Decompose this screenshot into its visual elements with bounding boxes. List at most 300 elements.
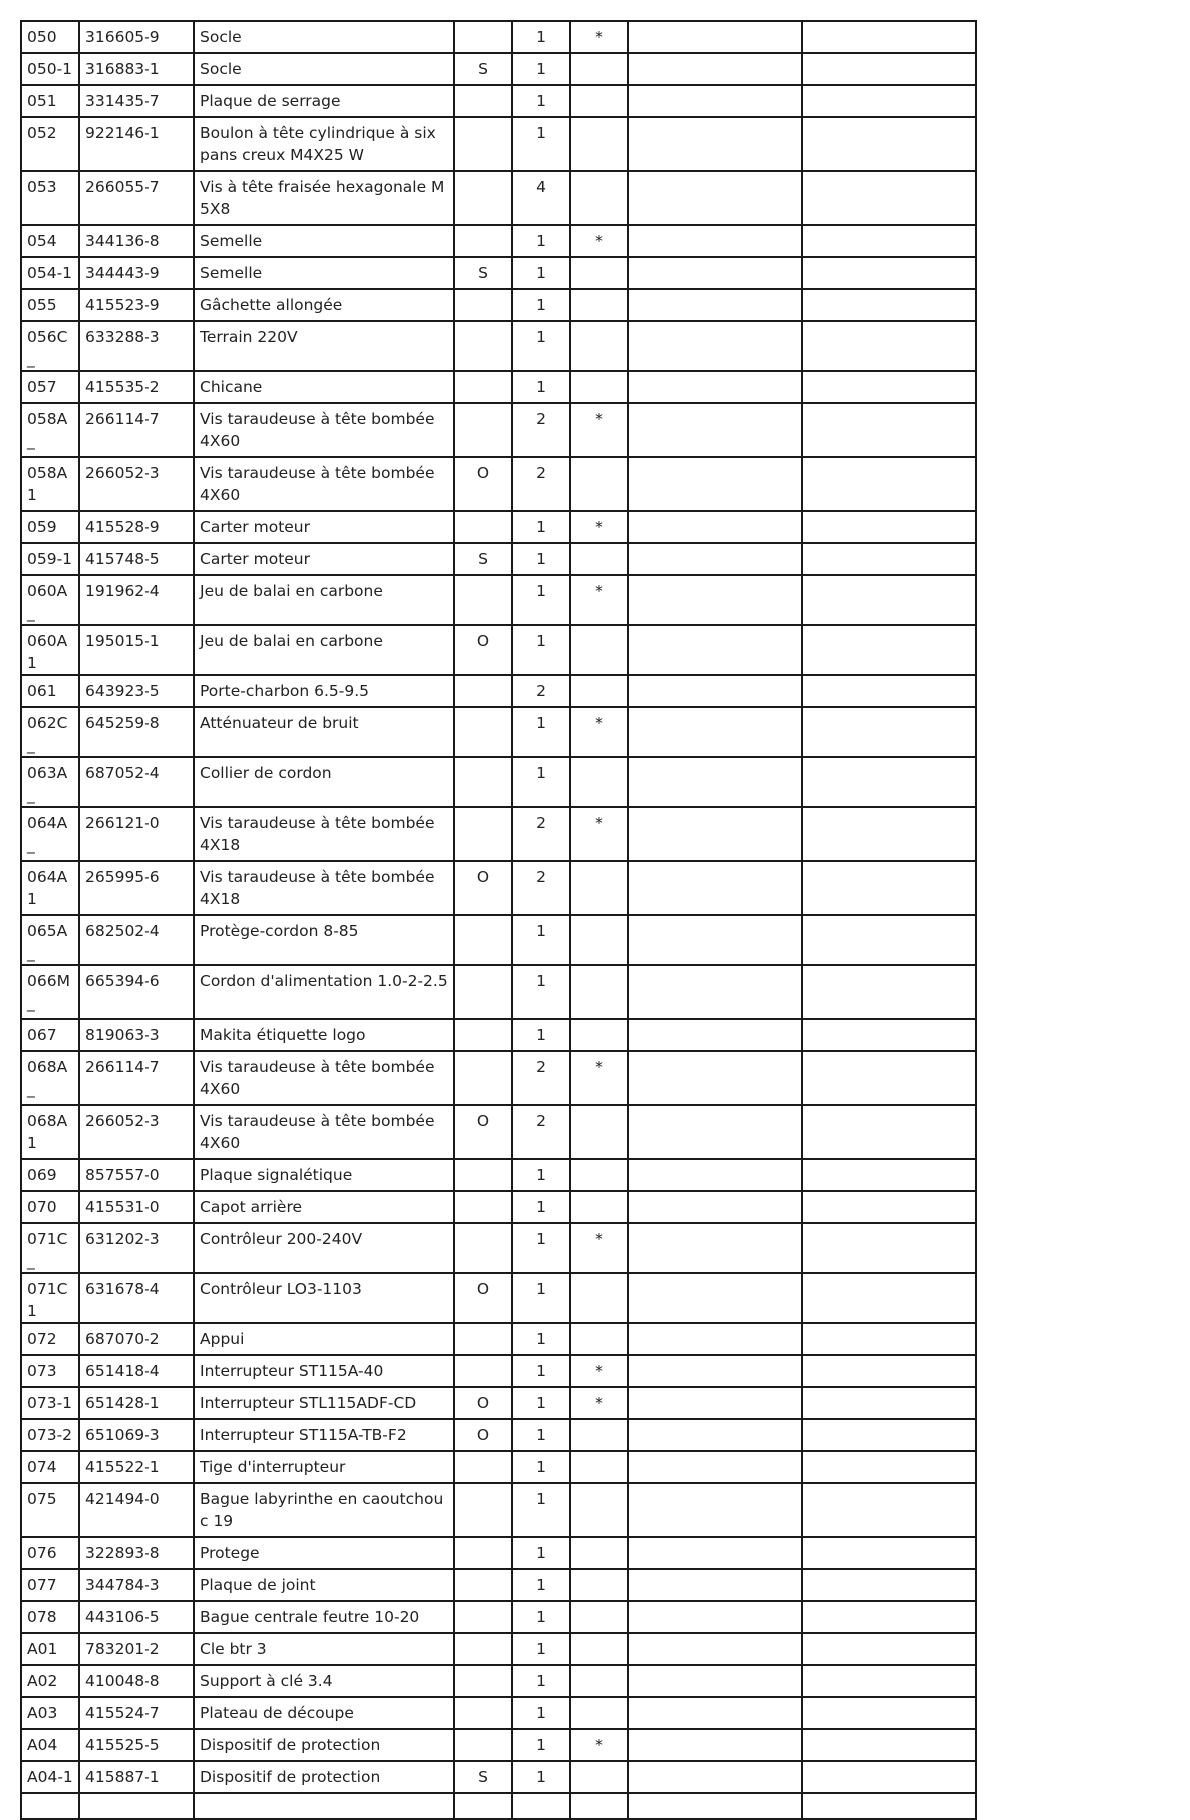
quantity-cell: 1 — [512, 1191, 570, 1223]
extra-cell-1 — [628, 1633, 802, 1665]
quantity-cell: 4 — [512, 171, 570, 225]
part-number-cell: 645259-8 — [79, 707, 194, 757]
note-cell — [454, 85, 512, 117]
mark-cell: * — [570, 1051, 628, 1105]
mark-cell — [570, 861, 628, 915]
note-cell: O — [454, 861, 512, 915]
extra-cell-2 — [802, 1387, 976, 1419]
part-number-cell: 191962-4 — [79, 575, 194, 625]
description-cell: Vis taraudeuse à tête bombée 4X18 — [194, 861, 454, 915]
part-number-cell: 266121-0 — [79, 807, 194, 861]
mark-cell: * — [570, 1355, 628, 1387]
table-row — [21, 117, 976, 171]
quantity-cell — [512, 1793, 570, 1819]
description-cell: Vis à tête fraisée hexagonale M5X8 — [194, 171, 454, 225]
extra-cell-2 — [802, 965, 976, 1019]
extra-cell-1 — [628, 1323, 802, 1355]
note-cell: S — [454, 543, 512, 575]
table-row — [21, 1729, 976, 1761]
extra-cell-2 — [802, 1601, 976, 1633]
extra-cell-2 — [802, 757, 976, 807]
mark-cell — [570, 1105, 628, 1159]
item-number-cell: 057 — [21, 371, 79, 403]
note-cell — [454, 1665, 512, 1697]
note-cell — [454, 1793, 512, 1819]
item-number-cell: 064A_ — [21, 807, 79, 861]
table-row — [21, 675, 976, 707]
extra-cell-2 — [802, 807, 976, 861]
part-number-cell: 266114-7 — [79, 1051, 194, 1105]
extra-cell-2 — [802, 1761, 976, 1793]
quantity-cell: 1 — [512, 1569, 570, 1601]
extra-cell-2 — [802, 511, 976, 543]
part-number-cell: 344443-9 — [79, 257, 194, 289]
table-row — [21, 807, 976, 861]
extra-cell-2 — [802, 575, 976, 625]
item-number-cell: 058A1 — [21, 457, 79, 511]
table-row — [21, 1601, 976, 1633]
extra-cell-2 — [802, 707, 976, 757]
table-row — [21, 321, 976, 371]
part-number-cell: 682502-4 — [79, 915, 194, 965]
mark-cell — [570, 625, 628, 675]
extra-cell-2 — [802, 1355, 976, 1387]
part-number-cell: 266114-7 — [79, 403, 194, 457]
item-number-cell: 060A1 — [21, 625, 79, 675]
description-cell: Interrupteur STL115ADF-CD — [194, 1387, 454, 1419]
quantity-cell: 1 — [512, 1273, 570, 1323]
quantity-cell: 1 — [512, 757, 570, 807]
quantity-cell: 2 — [512, 675, 570, 707]
table-row — [21, 53, 976, 85]
note-cell — [454, 1451, 512, 1483]
item-number-cell: 050-1 — [21, 53, 79, 85]
note-cell — [454, 117, 512, 171]
mark-cell — [570, 1665, 628, 1697]
item-number-cell: 066M_ — [21, 965, 79, 1019]
note-cell — [454, 757, 512, 807]
item-number-cell: 052 — [21, 117, 79, 171]
quantity-cell: 1 — [512, 289, 570, 321]
quantity-cell: 2 — [512, 1051, 570, 1105]
mark-cell — [570, 543, 628, 575]
extra-cell-1 — [628, 543, 802, 575]
table-row — [21, 85, 976, 117]
quantity-cell: 1 — [512, 1355, 570, 1387]
description-cell: Appui — [194, 1323, 454, 1355]
mark-cell — [570, 1793, 628, 1819]
item-number-cell: 065A_ — [21, 915, 79, 965]
table-row — [21, 1323, 976, 1355]
extra-cell-1 — [628, 289, 802, 321]
table-row — [21, 1483, 976, 1537]
part-number-cell: 421494-0 — [79, 1483, 194, 1537]
description-cell: Vis taraudeuse à tête bombée 4X60 — [194, 1105, 454, 1159]
table-row — [21, 1223, 976, 1273]
extra-cell-1 — [628, 1387, 802, 1419]
item-number-cell: A04 — [21, 1729, 79, 1761]
extra-cell-1 — [628, 171, 802, 225]
note-cell — [454, 1569, 512, 1601]
note-cell: S — [454, 1761, 512, 1793]
item-number-cell: 069 — [21, 1159, 79, 1191]
quantity-cell: 1 — [512, 257, 570, 289]
quantity-cell: 1 — [512, 1019, 570, 1051]
table-row — [21, 965, 976, 1019]
item-number-cell: A04-1 — [21, 1761, 79, 1793]
table-row — [21, 1051, 976, 1105]
quantity-cell: 1 — [512, 1483, 570, 1537]
extra-cell-1 — [628, 1665, 802, 1697]
item-number-cell: 077 — [21, 1569, 79, 1601]
table-row — [21, 1387, 976, 1419]
description-cell: Boulon à tête cylindrique à six pans creux M4X25 W — [194, 117, 454, 171]
quantity-cell: 1 — [512, 1633, 570, 1665]
part-number-cell: 819063-3 — [79, 1019, 194, 1051]
extra-cell-1 — [628, 21, 802, 53]
extra-cell-2 — [802, 1323, 976, 1355]
extra-cell-1 — [628, 85, 802, 117]
table-row — [21, 403, 976, 457]
quantity-cell: 1 — [512, 371, 570, 403]
item-number-cell: 067 — [21, 1019, 79, 1051]
mark-cell — [570, 85, 628, 117]
extra-cell-2 — [802, 371, 976, 403]
extra-cell-1 — [628, 257, 802, 289]
part-number-cell: 415522-1 — [79, 1451, 194, 1483]
item-number-cell: 068A_ — [21, 1051, 79, 1105]
description-cell: Contrôleur LO3-1103 — [194, 1273, 454, 1323]
quantity-cell: 1 — [512, 21, 570, 53]
description-cell: Plaque signalétique — [194, 1159, 454, 1191]
quantity-cell: 1 — [512, 965, 570, 1019]
mark-cell: * — [570, 707, 628, 757]
mark-cell — [570, 1159, 628, 1191]
table-row — [21, 371, 976, 403]
extra-cell-1 — [628, 1483, 802, 1537]
note-cell — [454, 1601, 512, 1633]
table-row — [21, 511, 976, 543]
extra-cell-1 — [628, 1697, 802, 1729]
quantity-cell: 2 — [512, 457, 570, 511]
part-number-cell: 651418-4 — [79, 1355, 194, 1387]
note-cell — [454, 707, 512, 757]
extra-cell-1 — [628, 403, 802, 457]
extra-cell-1 — [628, 1019, 802, 1051]
quantity-cell: 1 — [512, 511, 570, 543]
description-cell: Interrupteur ST115A-40 — [194, 1355, 454, 1387]
table-row — [21, 1665, 976, 1697]
item-number-cell: 054-1 — [21, 257, 79, 289]
extra-cell-1 — [628, 1793, 802, 1819]
table-row — [21, 1451, 976, 1483]
mark-cell — [570, 257, 628, 289]
note-cell: O — [454, 625, 512, 675]
note-cell — [454, 1355, 512, 1387]
item-number-cell: 059 — [21, 511, 79, 543]
note-cell — [454, 321, 512, 371]
mark-cell: * — [570, 807, 628, 861]
description-cell: Vis taraudeuse à tête bombée 4X60 — [194, 457, 454, 511]
extra-cell-1 — [628, 1729, 802, 1761]
extra-cell-2 — [802, 1793, 976, 1819]
table-row — [21, 1633, 976, 1665]
description-cell: Carter moteur — [194, 511, 454, 543]
mark-cell: * — [570, 511, 628, 543]
note-cell — [454, 965, 512, 1019]
extra-cell-2 — [802, 1019, 976, 1051]
quantity-cell: 1 — [512, 915, 570, 965]
item-number-cell: A02 — [21, 1665, 79, 1697]
mark-cell: * — [570, 21, 628, 53]
extra-cell-1 — [628, 225, 802, 257]
part-number-cell: 415535-2 — [79, 371, 194, 403]
note-cell: O — [454, 1105, 512, 1159]
quantity-cell: 1 — [512, 85, 570, 117]
part-number-cell: 266052-3 — [79, 457, 194, 511]
mark-cell — [570, 1483, 628, 1537]
quantity-cell: 1 — [512, 117, 570, 171]
description-cell: Cle btr 3 — [194, 1633, 454, 1665]
description-cell: Dispositif de protection — [194, 1729, 454, 1761]
part-number-cell: 665394-6 — [79, 965, 194, 1019]
extra-cell-2 — [802, 257, 976, 289]
mark-cell — [570, 371, 628, 403]
extra-cell-2 — [802, 1451, 976, 1483]
note-cell — [454, 575, 512, 625]
table-row — [21, 915, 976, 965]
note-cell — [454, 1191, 512, 1223]
extra-cell-1 — [628, 1537, 802, 1569]
mark-cell: * — [570, 1387, 628, 1419]
mark-cell — [570, 117, 628, 171]
item-number-cell: 058A_ — [21, 403, 79, 457]
part-number-cell: 331435-7 — [79, 85, 194, 117]
item-number-cell: 056C_ — [21, 321, 79, 371]
part-number-cell: 415748-5 — [79, 543, 194, 575]
item-number-cell: 063A_ — [21, 757, 79, 807]
mark-cell — [570, 1451, 628, 1483]
description-cell: Semelle — [194, 225, 454, 257]
mark-cell — [570, 1419, 628, 1451]
table-row — [21, 543, 976, 575]
extra-cell-1 — [628, 675, 802, 707]
part-number-cell: 195015-1 — [79, 625, 194, 675]
part-number-cell: 443106-5 — [79, 1601, 194, 1633]
extra-cell-1 — [628, 861, 802, 915]
note-cell — [454, 171, 512, 225]
extra-cell-1 — [628, 807, 802, 861]
mark-cell: * — [570, 403, 628, 457]
extra-cell-1 — [628, 117, 802, 171]
mark-cell: * — [570, 575, 628, 625]
quantity-cell: 1 — [512, 1601, 570, 1633]
part-number-cell: 922146-1 — [79, 117, 194, 171]
note-cell — [454, 511, 512, 543]
extra-cell-2 — [802, 1633, 976, 1665]
item-number-cell: A01 — [21, 1633, 79, 1665]
note-cell: O — [454, 1273, 512, 1323]
part-number-cell: 316605-9 — [79, 21, 194, 53]
item-number-cell: 053 — [21, 171, 79, 225]
part-number-cell — [79, 1793, 194, 1819]
extra-cell-2 — [802, 1159, 976, 1191]
quantity-cell: 2 — [512, 807, 570, 861]
mark-cell — [570, 289, 628, 321]
table-row — [21, 1537, 976, 1569]
parts-table-body — [21, 21, 976, 1819]
part-number-cell: 687052-4 — [79, 757, 194, 807]
table-row — [21, 21, 976, 53]
note-cell: O — [454, 1387, 512, 1419]
description-cell: Socle — [194, 53, 454, 85]
parts-table — [20, 20, 977, 1820]
quantity-cell: 1 — [512, 225, 570, 257]
table-row — [21, 1569, 976, 1601]
extra-cell-1 — [628, 757, 802, 807]
extra-cell-1 — [628, 457, 802, 511]
extra-cell-1 — [628, 511, 802, 543]
quantity-cell: 1 — [512, 1697, 570, 1729]
extra-cell-2 — [802, 543, 976, 575]
extra-cell-2 — [802, 21, 976, 53]
quantity-cell: 1 — [512, 1159, 570, 1191]
extra-cell-1 — [628, 1355, 802, 1387]
table-row — [21, 1419, 976, 1451]
description-cell: Dispositif de protection — [194, 1761, 454, 1793]
extra-cell-2 — [802, 225, 976, 257]
part-number-cell: 415523-9 — [79, 289, 194, 321]
description-cell: Vis taraudeuse à tête bombée 4X18 — [194, 807, 454, 861]
item-number-cell: 051 — [21, 85, 79, 117]
description-cell: Bague centrale feutre 10-20 — [194, 1601, 454, 1633]
extra-cell-2 — [802, 117, 976, 171]
table-row — [21, 757, 976, 807]
part-number-cell: 415528-9 — [79, 511, 194, 543]
extra-cell-1 — [628, 1569, 802, 1601]
extra-cell-2 — [802, 289, 976, 321]
mark-cell — [570, 1761, 628, 1793]
description-cell: Plateau de découpe — [194, 1697, 454, 1729]
description-cell: Jeu de balai en carbone — [194, 575, 454, 625]
extra-cell-1 — [628, 575, 802, 625]
note-cell — [454, 1159, 512, 1191]
part-number-cell: 415525-5 — [79, 1729, 194, 1761]
quantity-cell: 1 — [512, 1387, 570, 1419]
description-cell: Cordon d'alimentation 1.0-2-2.5 — [194, 965, 454, 1019]
part-number-cell: 783201-2 — [79, 1633, 194, 1665]
part-number-cell: 322893-8 — [79, 1537, 194, 1569]
description-cell: Contrôleur 200-240V — [194, 1223, 454, 1273]
extra-cell-1 — [628, 1451, 802, 1483]
extra-cell-2 — [802, 1223, 976, 1273]
item-number-cell: 076 — [21, 1537, 79, 1569]
description-cell: Tige d'interrupteur — [194, 1451, 454, 1483]
mark-cell — [570, 321, 628, 371]
extra-cell-2 — [802, 1569, 976, 1601]
table-row — [21, 1273, 976, 1323]
extra-cell-2 — [802, 1697, 976, 1729]
mark-cell — [570, 1323, 628, 1355]
mark-cell — [570, 1569, 628, 1601]
extra-cell-2 — [802, 1665, 976, 1697]
description-cell: Protege — [194, 1537, 454, 1569]
item-number-cell: 071C1 — [21, 1273, 79, 1323]
description-cell: Socle — [194, 21, 454, 53]
extra-cell-1 — [628, 1761, 802, 1793]
item-number-cell: 074 — [21, 1451, 79, 1483]
extra-cell-2 — [802, 403, 976, 457]
note-cell — [454, 403, 512, 457]
description-cell: Plaque de serrage — [194, 85, 454, 117]
description-cell: Makita étiquette logo — [194, 1019, 454, 1051]
extra-cell-1 — [628, 1191, 802, 1223]
part-number-cell: 651428-1 — [79, 1387, 194, 1419]
part-number-cell: 344136-8 — [79, 225, 194, 257]
description-cell: Carter moteur — [194, 543, 454, 575]
table-row — [21, 1019, 976, 1051]
note-cell — [454, 1729, 512, 1761]
note-cell — [454, 915, 512, 965]
item-number-cell: 050 — [21, 21, 79, 53]
mark-cell — [570, 1537, 628, 1569]
mark-cell — [570, 1697, 628, 1729]
quantity-cell: 1 — [512, 1223, 570, 1273]
extra-cell-1 — [628, 1223, 802, 1273]
item-number-cell: 068A1 — [21, 1105, 79, 1159]
note-cell — [454, 1633, 512, 1665]
item-number-cell: 060A_ — [21, 575, 79, 625]
mark-cell — [570, 457, 628, 511]
extra-cell-1 — [628, 321, 802, 371]
item-number-cell: 073 — [21, 1355, 79, 1387]
part-number-cell: 265995-6 — [79, 861, 194, 915]
quantity-cell: 1 — [512, 1537, 570, 1569]
part-number-cell: 633288-3 — [79, 321, 194, 371]
part-number-cell: 643923-5 — [79, 675, 194, 707]
part-number-cell: 857557-0 — [79, 1159, 194, 1191]
description-cell: Terrain 220V — [194, 321, 454, 371]
description-cell: Collier de cordon — [194, 757, 454, 807]
note-cell — [454, 807, 512, 861]
item-number-cell: 072 — [21, 1323, 79, 1355]
mark-cell — [570, 1601, 628, 1633]
note-cell — [454, 21, 512, 53]
extra-cell-2 — [802, 171, 976, 225]
quantity-cell: 1 — [512, 707, 570, 757]
extra-cell-2 — [802, 675, 976, 707]
extra-cell-2 — [802, 861, 976, 915]
extra-cell-2 — [802, 1191, 976, 1223]
extra-cell-1 — [628, 915, 802, 965]
description-cell: Semelle — [194, 257, 454, 289]
table-row — [21, 171, 976, 225]
quantity-cell: 2 — [512, 1105, 570, 1159]
table-row — [21, 861, 976, 915]
part-number-cell: 687070-2 — [79, 1323, 194, 1355]
description-cell: Chicane — [194, 371, 454, 403]
description-cell: Protège-cordon 8-85 — [194, 915, 454, 965]
table-row — [21, 289, 976, 321]
quantity-cell: 1 — [512, 1451, 570, 1483]
extra-cell-2 — [802, 53, 976, 85]
extra-cell-2 — [802, 1537, 976, 1569]
quantity-cell: 1 — [512, 1761, 570, 1793]
note-cell — [454, 1019, 512, 1051]
extra-cell-2 — [802, 1419, 976, 1451]
quantity-cell: 1 — [512, 321, 570, 371]
note-cell — [454, 225, 512, 257]
